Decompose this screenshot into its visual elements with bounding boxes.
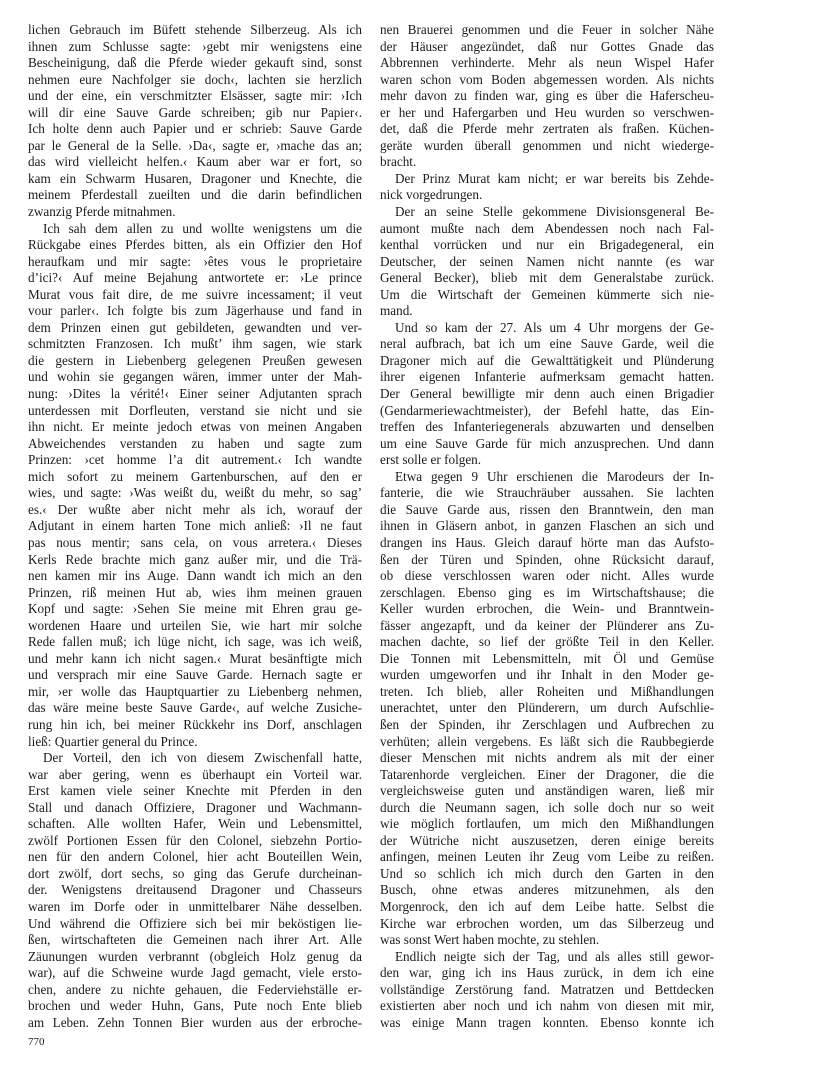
text-line: dieser Menschen mit nichts andrem als mit der einer: [380, 750, 714, 766]
text-line: unterdessen mit Dorfleuten, verstand sie nicht und sie: [28, 402, 362, 418]
text-line: Keller wurden erbrochen, die Wein- und Branntwein-: [380, 601, 714, 617]
text-line: Ich holte denn auch Papier und er schrieb: Sauve Garde: [28, 121, 362, 137]
text-line: lichen Gebrauch im Büfett stehende Silberzeug. Als ich: [28, 22, 362, 37]
text-line: Endlich neigte sich der Tag, und als alles still gewor-: [395, 948, 714, 964]
text-line: ihrer eigenen Infanterie aufmerksam gemacht hatten.: [380, 369, 714, 385]
text-line: Und so schlich ich mich durch den Garten in den: [380, 865, 714, 881]
text-line: was einige Mann tragen konnten. Ebenso konnte ich: [380, 1014, 714, 1030]
text-line: Kopf und sagte: ›Sehen Sie meine mit Ehren grau ge-: [28, 601, 362, 617]
text-line: der. Wenigstens dreitausend Dragoner und Chasseurs: [28, 882, 362, 898]
text-line: machen dachte, so lief der größte Teil in den Keller.: [380, 634, 714, 650]
text-line: meinem Pferdestall zueilten und die darin befindlichen: [28, 187, 362, 203]
text-line: Murat vous fait dire, de me suivre incessament; il veut: [28, 286, 362, 302]
text-line: und wohin sie gegangen wären, immer unter der Mah-: [28, 369, 362, 385]
text-line: zerschlagen. Ebenso ging es im Wirtschaftshause; die: [380, 584, 714, 600]
text-line: vour parler‹. Ich folgte bis zum Jägerhause und fand in: [28, 303, 362, 319]
text-line: waren im Dorfe oder in unmittelbarer Nähe desselben.: [28, 898, 362, 914]
text-line: Adjutant in einem harten Tone mich anließ: ›Il ne faut: [28, 518, 362, 534]
text-line: vollständige Zerstörung fand. Matratzen und Bettdecken: [380, 981, 714, 997]
text-line: brochen und weder Huhn, Gans, Pute noch Ente blieb: [28, 998, 362, 1014]
text-line: aumont mußte nach dem Abendessen noch nach Fal-: [380, 220, 714, 236]
text-line: Und so kam der 27. Als um 4 Uhr morgens der Ge-: [395, 319, 714, 335]
text-line: was sonst Wert haben mochte, zu stehlen.: [380, 932, 600, 948]
text-line: es.‹ Der wußte aber nicht mehr als ich, worauf der: [28, 501, 362, 517]
text-line: zwanzig Pferde mitnahmen.: [28, 204, 176, 220]
text-line: mich sofort zu meinem Gartenburschen, auf den er: [28, 468, 362, 484]
text-line: war), auf die Schweine wurde Jagd gemacht, viele ersto-: [28, 965, 362, 981]
text-line: ßen der Spinden, ihr Zerschlagen und Aufbrechen zu: [380, 716, 714, 732]
text-line: Rede fallen muß; ich lüge nicht, ich sage, was ich weiß,: [28, 634, 362, 650]
text-line: dem Prinzen einen gut gebildeten, gewandten und ver-: [28, 319, 362, 335]
text-line: vergleichsweise guten und anständigen waren, ließ mir: [380, 783, 714, 799]
text-line: will dir eine Sauve Garde schreiben; gib nur Papier‹.: [28, 104, 362, 120]
text-line: anfingen, meinen Leuten ihr Zeug vom Leibe zu reißen.: [380, 849, 714, 865]
text-line: ßen, wirtschafteten die Gemeinen nach ihrer Art. Alle: [28, 932, 362, 948]
text-line: Kirche war erbrochen worden, um das Silberzeug und: [380, 915, 714, 931]
text-line: wies, und sagte: ›Was weißt du, weißt du mehr, so sag’: [28, 485, 362, 501]
text-line: nen für den andern Colonel, hier acht Bouteillen Wein,: [28, 849, 362, 865]
text-line: und mehr kann ich nicht sagen.‹ Murat besänftigte mich: [28, 650, 362, 666]
text-line: wie möglich fortlaufen, um mich den Mißhandlungen: [380, 816, 714, 832]
text-line: mand.: [380, 303, 413, 319]
text-line: heraufkam und mir sagte: ›êtes vous le proprietaire: [28, 253, 362, 269]
text-line: Abbrennen verhinderte. Mehr als neun Wispel Hafer: [380, 55, 714, 71]
text-line: das wird vielleicht helfen.‹ Kaum aber war er fort, so: [28, 154, 362, 170]
text-line: Der General bewilligte mir denn auch einen Brigadier: [380, 386, 714, 402]
text-line: die Sauve Garde aus, rissen den Branntwein, den man: [380, 501, 714, 517]
text-line: Erst kamen viele seiner Knechte mit Pferden in den: [28, 783, 362, 799]
text-line: drangen ins Haus. Gleich darauf hörte man das Aufsto-: [380, 534, 714, 550]
text-line: ließ: Quartier general du Prince.: [28, 733, 198, 749]
text-column-left: [28, 22, 362, 1031]
text-line: am Leben. Zehn Tonnen Bier wurden aus der erbroche-: [28, 1014, 362, 1030]
text-line: Morgenrock, den ich auf dem Leibe hatte. Selbst die: [380, 898, 714, 914]
text-line: er her und Hafergarben und Heu wurden so verschwen-: [380, 104, 714, 120]
text-line: ihnen in Gläsern anbot, in ganzen Flaschen an sich und: [380, 518, 714, 534]
text-line: Abweichendes verstanden zu haben und sagte zum: [28, 435, 362, 451]
text-line: das wäre meine beste Sauve Garde‹, auf welche Zusiche-: [28, 700, 362, 716]
text-columns: [28, 22, 714, 1031]
text-line: ßen der Türen und Spinden, ohne Rücksicht darauf,: [380, 551, 714, 567]
text-line: nen kamen mir ins Auge. Dann wandt ich mich an den: [28, 568, 362, 584]
text-line: Dragoner mich auf die Gewalttätigkeit und Plünderung: [380, 352, 714, 368]
text-line: kenthal vorrücken und nur ein Brigadegeneral, ein: [380, 237, 714, 253]
text-line: General Becker), blieb mit dem Generalstabe zurück.: [380, 270, 714, 286]
text-line: verhüten; allein vergebens. Es läßt sich die Raubbegierde: [380, 733, 714, 749]
text-line: nick vorgedrungen.: [380, 187, 483, 203]
text-line: den war, ging ich ins Haus zurück, in dem ich eine: [380, 965, 714, 981]
text-line: zwölf Portionen Essen für den Colonel, siebzehn Portio-: [28, 832, 362, 848]
page-number: 770: [28, 1036, 45, 1048]
text-line: dort zwölf, dort sechs, so ging das Gerufe durcheinan-: [28, 865, 362, 881]
text-line: det, daß die Pferde mehr zertraten als fraßen. Küchen-: [380, 121, 714, 137]
text-line: mehr davon zu finden war, ging es über die Haferscheu-: [380, 88, 714, 104]
text-line: Prinzen, riß meinen Hut ab, wies ihm meinen grauen: [28, 584, 362, 600]
text-line: um eine Sauve Garde für mich anzusprechen. Und dann: [380, 435, 714, 451]
text-line: Zäunungen wurden verbrannt (obgleich Holz genug da: [28, 948, 362, 964]
text-line: und der eine, ein verschmitzter Elsässer, sagte mir: ›Ich: [28, 88, 362, 104]
text-line: chen, andere zu nichte gehauen, die Federviehställe er-: [28, 981, 362, 997]
text-line: Stall und danach Offiziere, Dragoner und Wachmann-: [28, 799, 362, 815]
text-line: d’ici?‹ Auf meine Bejahung antwortete er: ›Le prince: [28, 270, 362, 286]
text-line: fanterie, die wie Strauchräuber aussahen. Sie lachten: [380, 485, 714, 501]
text-line: durch die Neumann sagen, ich solle doch nur so weit: [380, 799, 714, 815]
text-line: rung hin ich, bei meiner Rückkehr ins Dorf, anschlagen: [28, 716, 362, 732]
text-line: bracht.: [380, 154, 417, 170]
text-line: Und während die Offiziere sich bei mir beköstigen lie-: [28, 915, 362, 931]
text-line: ihn nicht. Er meinte jedoch etwas von meinen Angaben: [28, 419, 362, 435]
text-line: der Häuser angezündet, daß nur Gottes Gnade das: [380, 38, 714, 54]
text-line: neral aufbrach, bat ich um eine Sauve Garde, weil die: [380, 336, 714, 352]
text-line: nen Brauerei genommen und die Feuer in solcher Nähe: [380, 22, 714, 37]
text-line: kam ein Schwarm Husaren, Dragoner und Knechte, die: [28, 170, 362, 186]
text-line: schmitzten Franzosen. Ich mußt’ ihm sagen, wie stark: [28, 336, 362, 352]
text-line: der Wütriche nicht auszusetzen, deren einige bereits: [380, 832, 714, 848]
text-line: geräte wurden überall genommen und nicht wiederge-: [380, 137, 714, 153]
text-line: waren schon vom Boden abgemessen worden. Als nichts: [380, 71, 714, 87]
text-line: Ich sah dem allen zu und wollte wenigstens um die: [43, 220, 362, 236]
text-line: Kerls Rede brachte mich ganz außer mir, und die Trä-: [28, 551, 362, 567]
text-line: ob diese verschlossen waren oder nicht. Alles wurde: [380, 568, 714, 584]
text-line: die gestern in Liebenberg gelegenen Preußen gewesen: [28, 352, 362, 368]
text-line: Rückgabe eines Pferdes bitten, als ein Offizier den Hof: [28, 237, 362, 253]
text-line: war aber gering, wenn es überhaupt ein Vorteil war.: [28, 766, 362, 782]
text-line: schaften. Alle wollten Hafer, Wein und Lebensmittel,: [28, 816, 362, 832]
text-line: Der Prinz Murat kam nicht; er war bereits bis Zehde-: [395, 170, 714, 186]
text-line: Um die Wirtschaft der Gemeinen kümmerte sich nie-: [380, 286, 714, 302]
text-line: (Gendarmeriewachtmeister), der Befehl hatte, das Ein-: [380, 402, 714, 418]
text-line: wordenen Haare und urteilen Sie, wie hart mir solche: [28, 617, 362, 633]
text-line: und versprach mir eine Sauve Garde. Hernach sagte er: [28, 667, 362, 683]
text-line: treten. Ich blieb, aller Roheiten und Mißhandlungen: [380, 683, 714, 699]
text-line: unerachtet, unter den Plünderern, um durch Aufschlie-: [380, 700, 714, 716]
text-line: nehmen eure Nachfolger sie doch‹, lachten sie herzlich: [28, 71, 362, 87]
text-line: existierten aber noch und ich nahm von diesen mit mir,: [380, 998, 714, 1014]
text-line: Etwa gegen 9 Uhr erschienen die Marodeurs der In-: [395, 468, 714, 484]
text-line: Der an seine Stelle gekommene Divisionsgeneral Be-: [395, 204, 714, 220]
text-line: erst solle er folgen.: [380, 452, 482, 468]
text-column-right: [380, 22, 714, 1031]
text-line: Bescheinigung, daß die Pferde wieder gekauft sind, sonst: [28, 55, 362, 71]
text-line: fässer angezapft, und da keiner der Plünderer ans Zu-: [380, 617, 714, 633]
text-line: Die Tonnen mit Lebensmitteln, mit Öl und Gemüse: [380, 650, 714, 666]
text-line: pas nous mentir; sans cela, on vous arretera.‹ Dieses: [28, 534, 362, 550]
text-line: Busch, ohne etwas anderes mitzunehmen, als den: [380, 882, 714, 898]
text-line: wurden umgeworfen und ihr Inhalt in den Moder ge-: [380, 667, 714, 683]
text-line: Deutscher, der seinen Namen nicht nannte (es war: [380, 253, 714, 269]
text-line: Prinzen: ›cet homme l’a dit autrement.‹ Ich wandte: [28, 452, 362, 468]
text-line: ihnen zum Schlusse sagte: ›gebt mir wenigstens eine: [28, 38, 362, 54]
text-line: par le General de la Selle. ›Da‹, sagte er, ›mache das an;: [28, 137, 362, 153]
text-line: treffen des Infanteriegenerals abzuwarten und denselben: [380, 419, 714, 435]
text-line: Tatarenhorde vergleichen. Einer der Dragoner, die die: [380, 766, 714, 782]
text-line: nung: ›Dites la vérité!‹ Einer seiner Adjutanten sprach: [28, 386, 362, 402]
text-line: Der Vorteil, den ich von diesem Zwischenfall hatte,: [43, 750, 362, 766]
text-line: mir, ›er wolle das Hauptquartier zu Liebenberg nehmen,: [28, 683, 362, 699]
